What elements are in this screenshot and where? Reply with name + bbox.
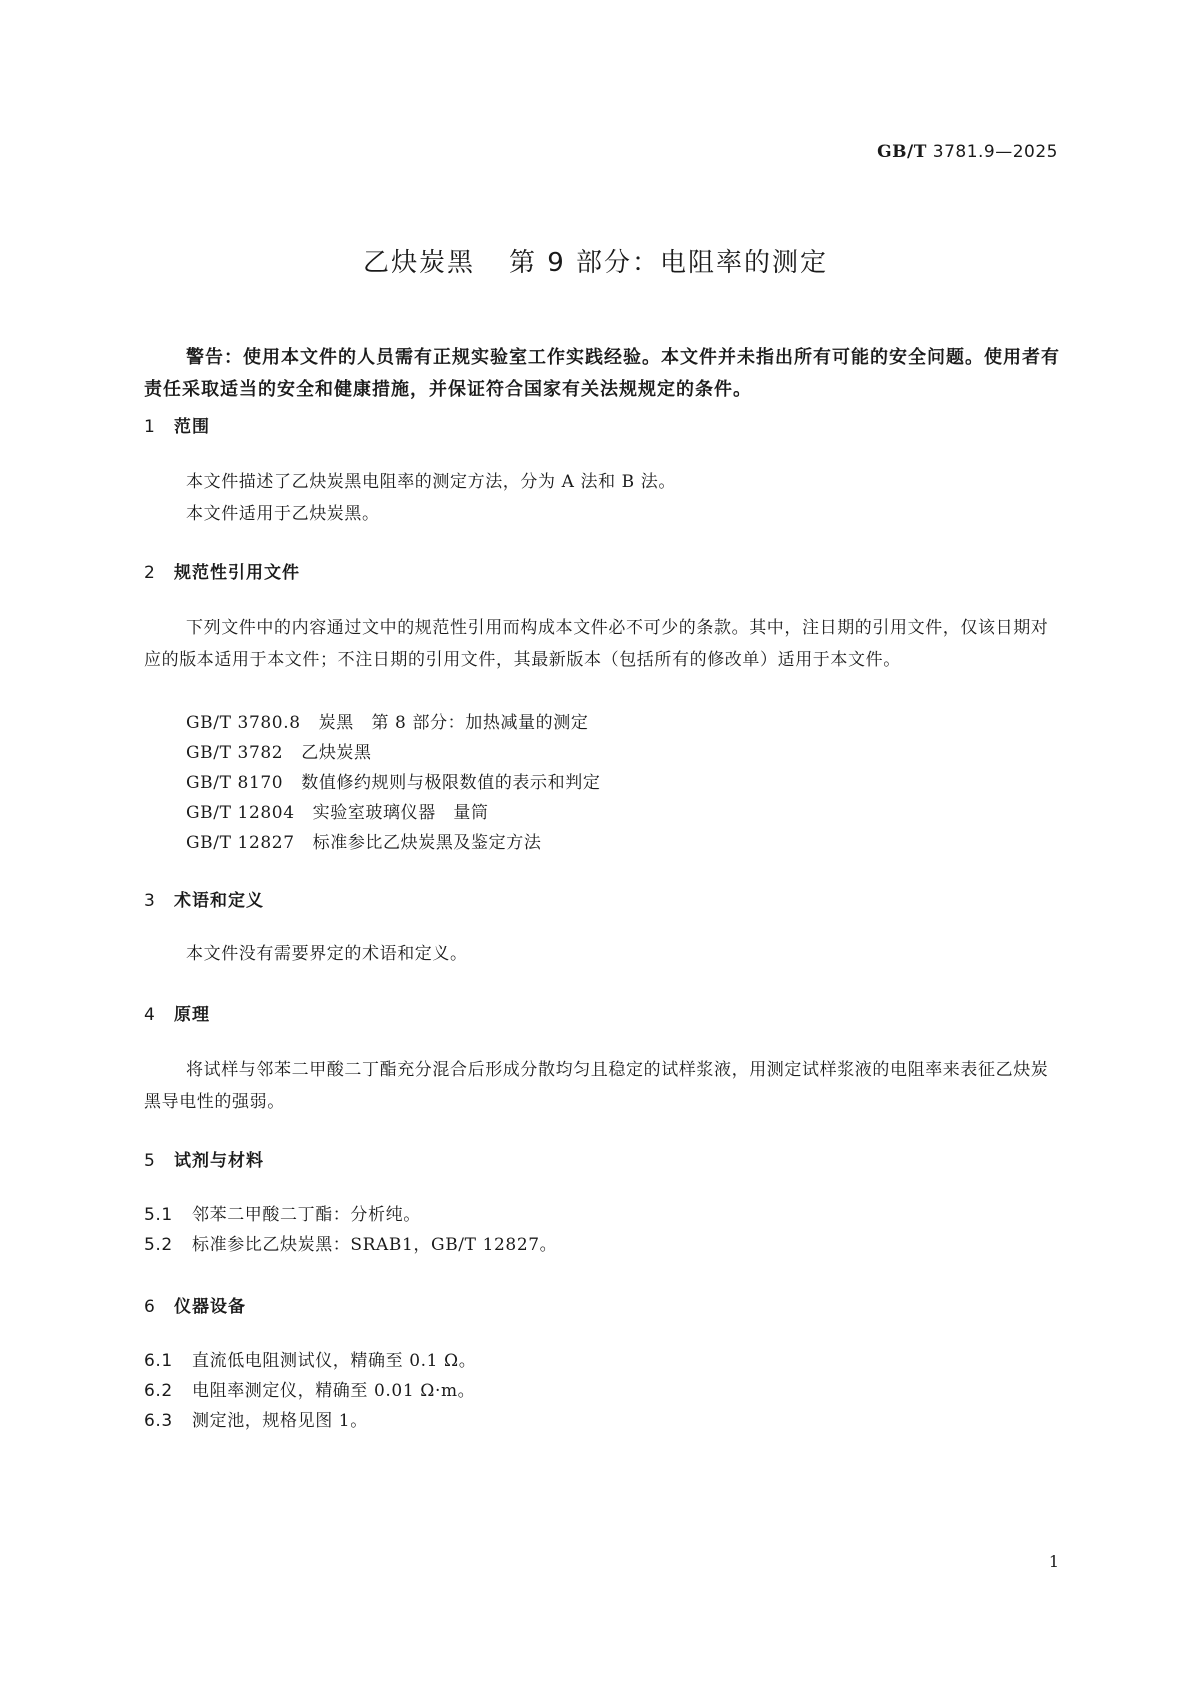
section-2-intro: 下列文件中的内容通过文中的规范性引用而构成本文件必不可少的条款。其中，注日期的引用文件，仅该日期对应的版本适用于本文件；不注日期的引用文件，其最新版本（包括所有的修改单）适用于本文件。	[144, 618, 1049, 670]
clause-text: 电阻率测定仪，精确至 0.01 Ω·m。	[192, 1381, 476, 1401]
section-1-paragraph-2: 本文件适用于乙炔炭黑。	[186, 504, 380, 524]
clause-number: 6.1	[144, 1351, 173, 1371]
section-title: 术语和定义	[174, 891, 264, 911]
clause-text: 邻苯二甲酸二丁酯：分析纯。	[192, 1205, 421, 1225]
reference-title: 实验室玻璃仪器 量筒	[312, 803, 489, 823]
clause-text: 测定池，规格见图 1。	[192, 1411, 368, 1431]
title-part1: 乙炔炭黑	[362, 248, 475, 278]
title-part2: 第 9 部分：电阻率的测定	[508, 248, 829, 278]
section-title: 范围	[174, 417, 210, 437]
reference-title: 炭黑 第 8 部分：加热减量的测定	[318, 713, 589, 733]
reference-title: 乙炔炭黑	[301, 743, 372, 763]
clause-text: 标准参比乙炔炭黑：SRAB1，GB/T 12827。	[192, 1235, 558, 1255]
reference-title: 标准参比乙炔炭黑及鉴定方法	[312, 833, 542, 853]
reference-code: GB/T 12827	[186, 833, 295, 853]
section-number: 4	[144, 1005, 156, 1025]
standard-code-number: 3781.9—2025	[932, 142, 1058, 162]
section-1-paragraph-1: 本文件描述了乙炔炭黑电阻率的测定方法，分为 A 法和 B 法。	[186, 472, 676, 492]
reference-code: GB/T 12804	[186, 803, 295, 823]
clause-number: 5.2	[144, 1235, 173, 1255]
warning-paragraph: 警告：使用本文件的人员需有正规实验室工作实践经验。本文件并未指出所有可能的安全问题。使用者有责任采取适当的安全和健康措施，并保证符合国家有关法规规定的条件。	[144, 347, 1060, 400]
section-3-heading	[144, 886, 264, 911]
section-number: 2	[144, 563, 156, 583]
section-1-heading	[144, 412, 210, 437]
page-number: 1	[1048, 1552, 1059, 1571]
reference-item	[186, 738, 372, 763]
reference-item	[186, 768, 600, 793]
clause-item	[144, 1200, 421, 1225]
section-6-heading	[144, 1292, 246, 1317]
section-number: 5	[144, 1151, 156, 1171]
section-title: 仪器设备	[174, 1297, 246, 1317]
reference-item	[186, 708, 588, 733]
section-title: 试剂与材料	[174, 1151, 264, 1171]
document-title	[0, 242, 1191, 279]
reference-code: GB/T 3780.8	[186, 713, 301, 733]
section-number: 6	[144, 1297, 156, 1317]
clause-number: 5.1	[144, 1205, 173, 1225]
section-number: 1	[144, 417, 156, 437]
section-title: 原理	[174, 1005, 210, 1025]
reference-code: GB/T 8170	[186, 773, 284, 793]
reference-title: 数值修约规则与极限数值的表示和判定	[301, 773, 601, 793]
section-2-heading	[144, 558, 300, 583]
reference-item	[186, 798, 489, 823]
section-5-heading	[144, 1146, 264, 1171]
section-4-heading	[144, 1000, 210, 1025]
clause-number: 6.2	[144, 1381, 173, 1401]
section-4-paragraph: 将试样与邻苯二甲酸二丁酯充分混合后形成分散均匀且稳定的试样浆液，用测定试样浆液的电阻率来表征乙炔炭黑导电性的强弱。	[144, 1060, 1049, 1112]
clause-item	[144, 1346, 476, 1371]
standard-code-prefix: GB/T	[877, 142, 927, 162]
clause-text: 直流低电阻测试仪，精确至 0.1 Ω。	[192, 1351, 477, 1371]
section-number: 3	[144, 891, 156, 911]
section-title: 规范性引用文件	[174, 563, 300, 583]
clause-number: 6.3	[144, 1411, 173, 1431]
clause-item	[144, 1230, 557, 1255]
clause-item	[144, 1406, 368, 1431]
standard-code	[877, 142, 1058, 162]
reference-item	[186, 828, 541, 853]
clause-item	[144, 1376, 475, 1401]
reference-code: GB/T 3782	[186, 743, 284, 763]
section-3-paragraph: 本文件没有需要界定的术语和定义。	[186, 944, 468, 964]
